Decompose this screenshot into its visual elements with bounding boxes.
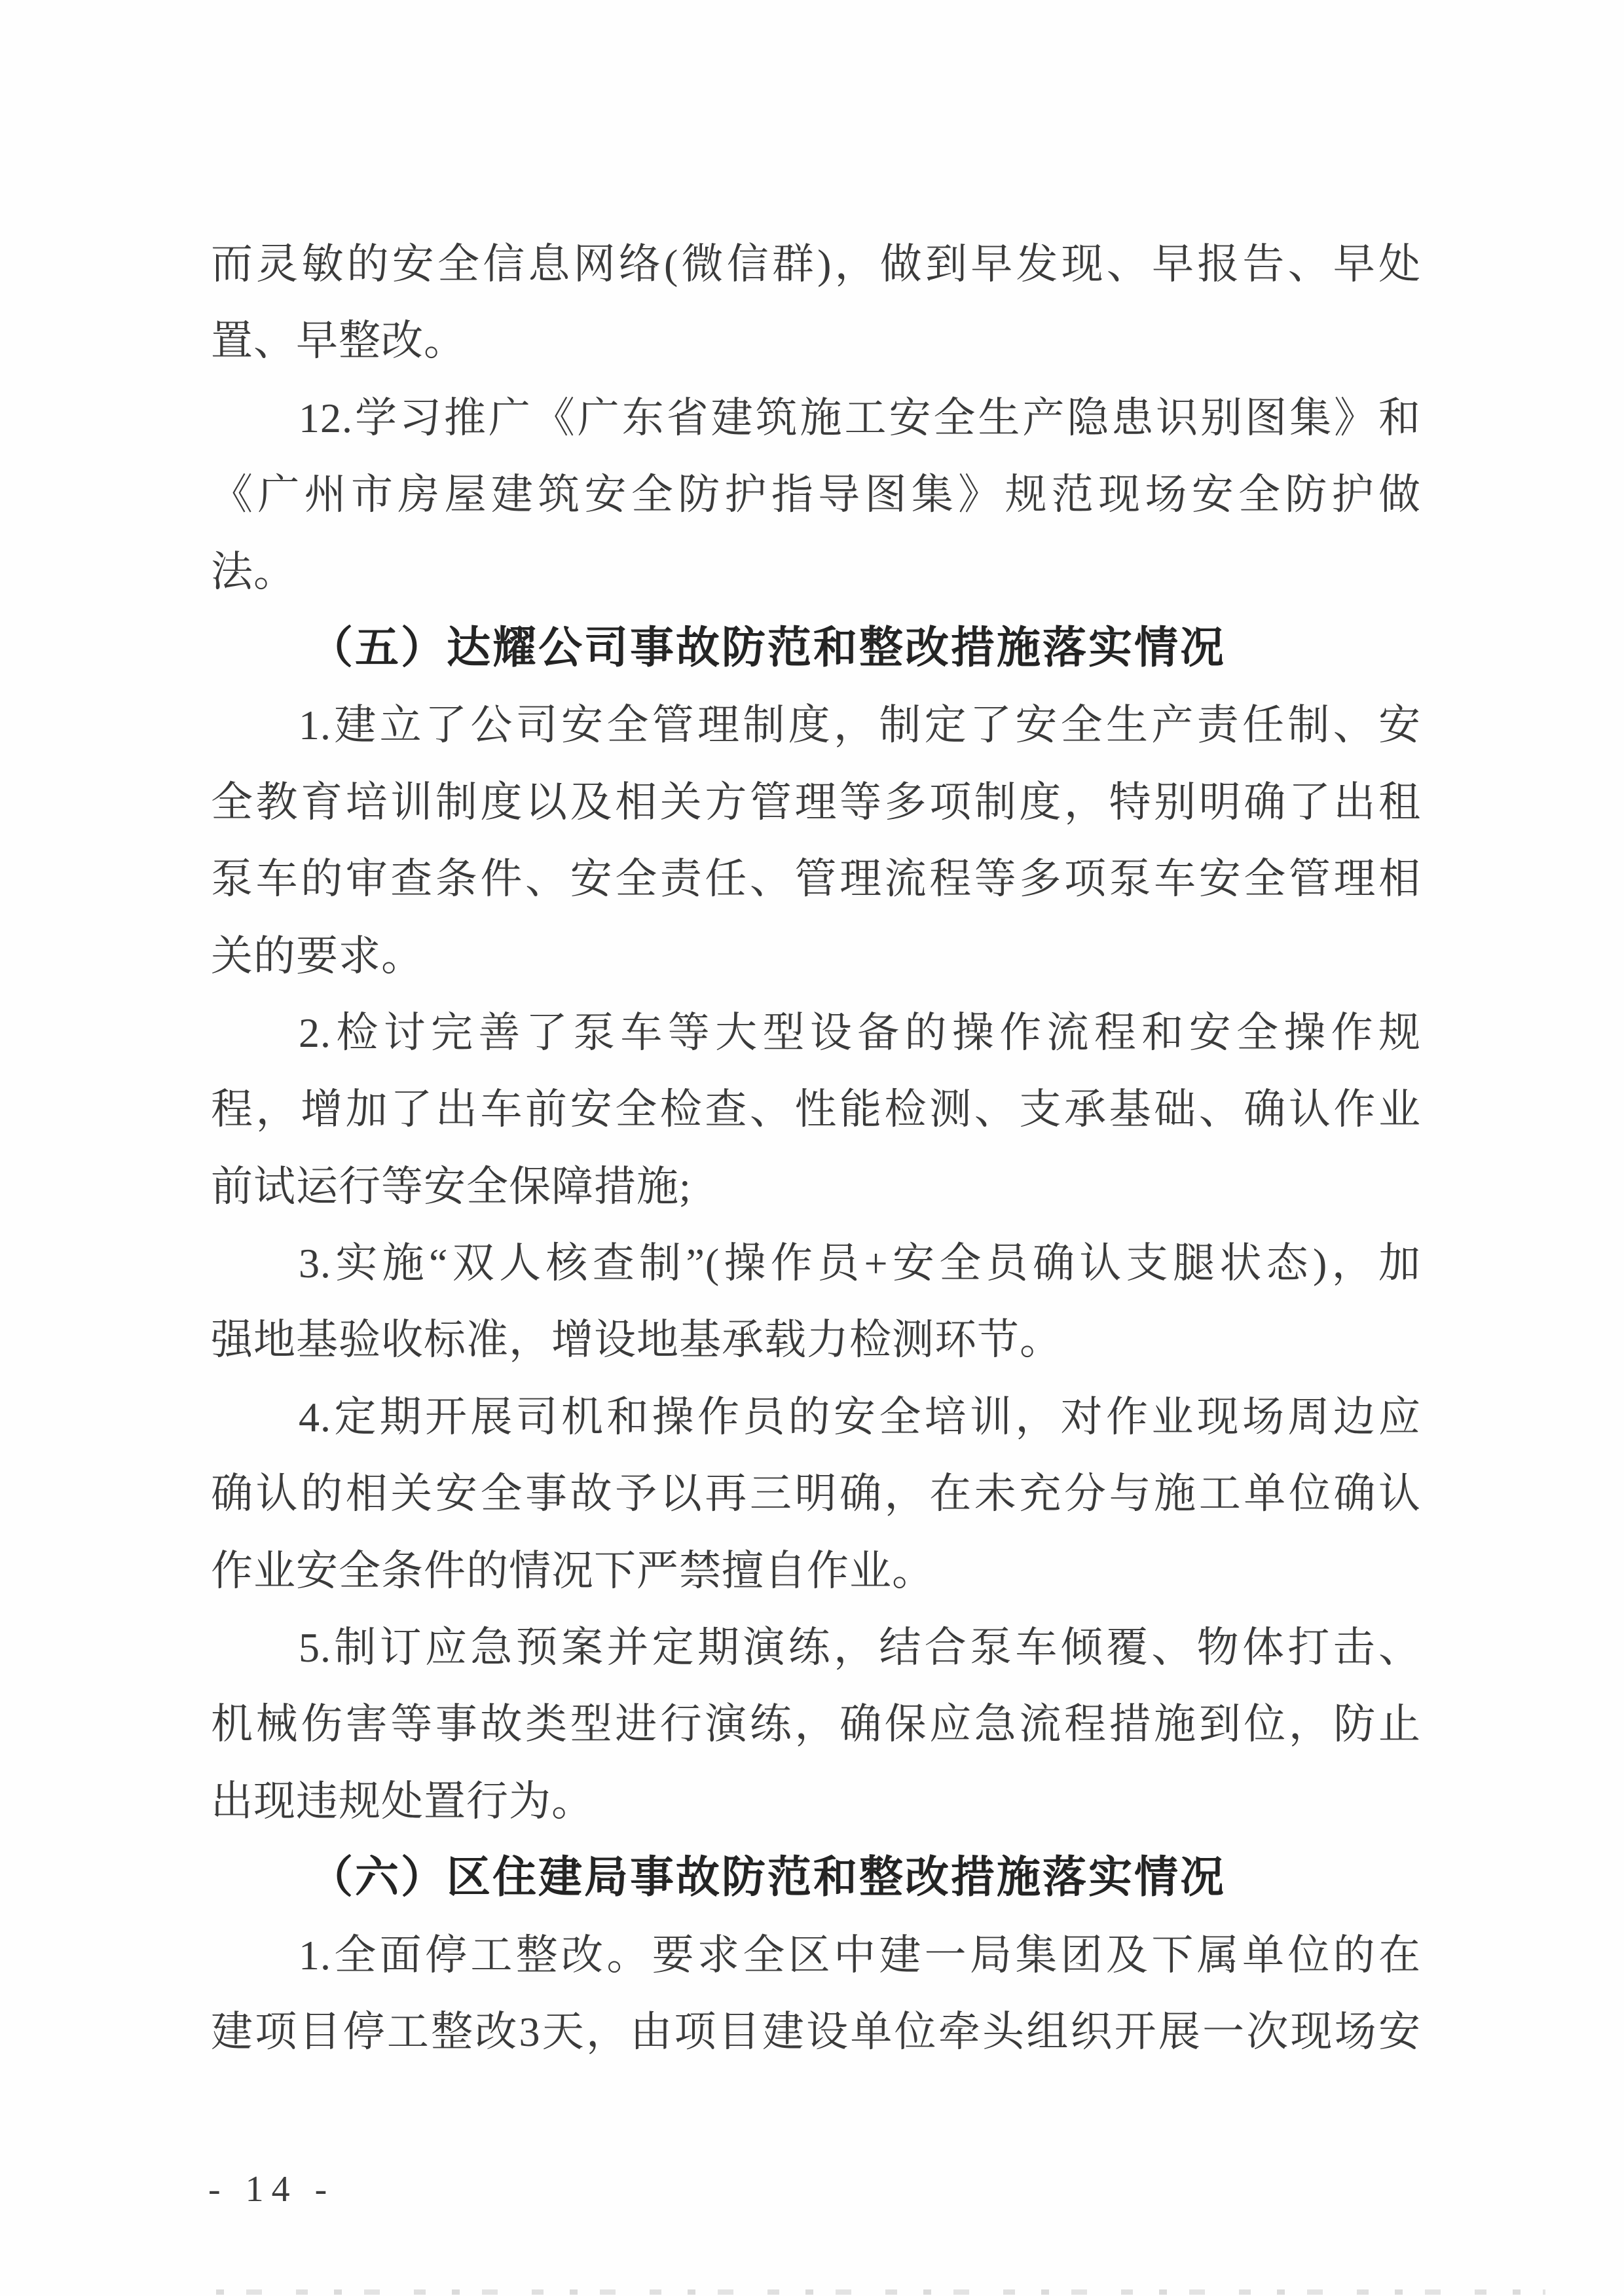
text-line: 12.学习推广《广东省建筑施工安全生产隐患识别图集》和 [299, 394, 1421, 441]
text-line: 全教育培训制度以及相关方管理等多项制度，特别明确了出租 [211, 778, 1421, 826]
text-line: 1.全面停工整改。要求全区中建一局集团及下属单位的在 [299, 1931, 1421, 1978]
text-line: 关的要求。 [211, 932, 424, 979]
text-line: 机械伤害等事故类型进行演练，确保应急流程措施到位，防止 [211, 1701, 1421, 1748]
text-line: 强地基验收标准，增设地基承载力检测环节。 [211, 1317, 1062, 1364]
text-line: 4.定期开展司机和操作员的安全培训，对作业现场周边应 [299, 1393, 1421, 1440]
text-line: 置、早整改。 [211, 318, 466, 365]
text-line: 泵车的审查条件、安全责任、管理流程等多项泵车安全管理相 [211, 856, 1421, 903]
section-heading-5: （五）达耀公司事故防范和整改措施落实情况 [309, 623, 1226, 672]
text-line: 3.实施“双人核查制”(操作员+安全员确认支腿状态)，加 [299, 1240, 1421, 1287]
text-line: 5.制订应急预案并定期演练，结合泵车倾覆、物体打击、 [299, 1624, 1421, 1671]
text-line: 而灵敏的安全信息网络(微信群)，做到早发现、早报告、早处 [211, 241, 1421, 287]
text-line: 2.检讨完善了泵车等大型设备的操作流程和安全操作规 [299, 1009, 1421, 1056]
text-line: 法。 [211, 548, 296, 595]
document-body [211, 226, 1421, 2070]
text-line: 建项目停工整改3天，由项目建设单位牵头组织开展一次现场安 [211, 2008, 1421, 2055]
text-line: 出现违规处置行为。 [211, 1777, 594, 1825]
text-line: 《广州市房屋建筑安全防护指导图集》规范现场安全防护做 [211, 471, 1421, 519]
next-page-bleed [216, 2289, 1545, 2295]
section-heading-6: （六）区住建局事故防范和整改措施落实情况 [309, 1853, 1226, 1903]
page-number: - 14 - [208, 2169, 335, 2210]
text-line: 确认的相关安全事故予以再三明确，在未充分与施工单位确认 [211, 1470, 1421, 1518]
text-line: 作业安全条件的情况下严禁擅自作业。 [211, 1547, 934, 1594]
text-line: 程，增加了出车前安全检查、性能检测、支承基础、确认作业 [211, 1086, 1421, 1133]
text-line: 前试运行等安全保障措施; [211, 1163, 692, 1210]
text-line: 1.建立了公司安全管理制度，制定了安全生产责任制、安 [299, 702, 1421, 749]
